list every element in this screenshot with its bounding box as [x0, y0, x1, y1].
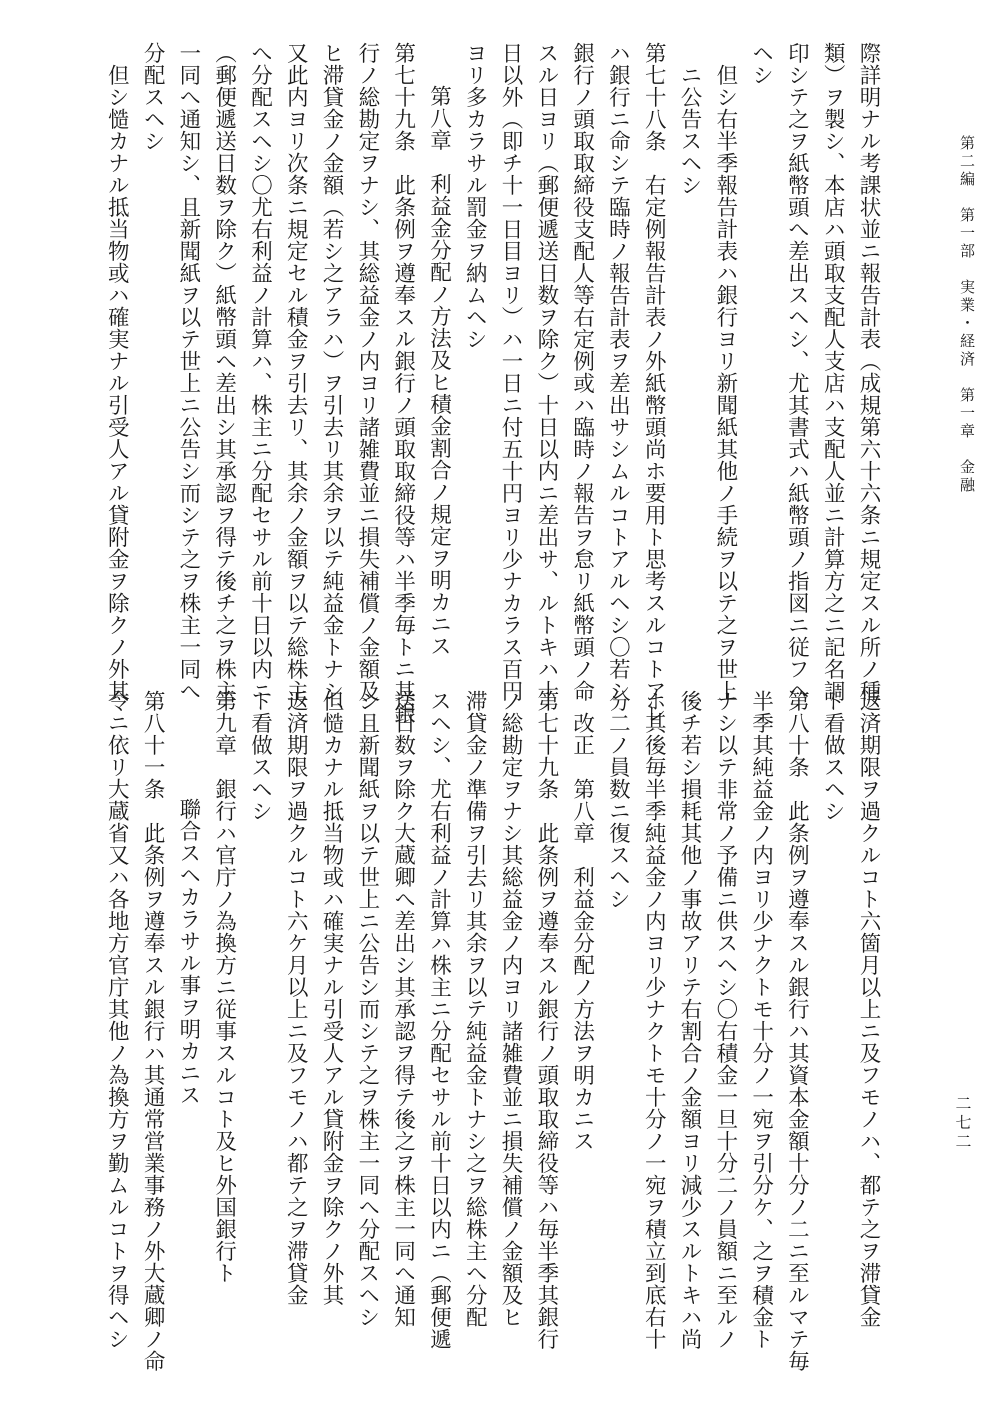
- text-line: 銀行ノ頭取取締役支配人等右定例或ハ臨時ノ報告ヲ怠リ紙幣頭ノ命: [569, 42, 595, 702]
- text-line: 滞貸金ノ準備ヲ引去リ其余ヲ以テ純益金トナシ之ヲ総株主へ分配: [462, 690, 488, 1328]
- text-line: 行ノ総勘定ヲナシ、其総益金ノ内ヨリ諸雑費並ニ損失補償ノ金額及: [354, 42, 380, 702]
- text-line: ヒ滞貸金ノ金額（若シ之アラハ）ヲ引去リ其余ヲ以テ純益金トナシ、: [319, 42, 345, 724]
- running-header: [959, 135, 974, 495]
- upper-text-block: [96, 42, 886, 724]
- text-line: 令ニ依リ大蔵省又ハ各地方官庁其他ノ為換方ヲ勤ムルコトヲ得ヘシ: [104, 690, 130, 1350]
- text-line: ヘシ: [748, 42, 774, 86]
- chapter-heading: 第八章 利益金分配ノ方法及ヒ積金割合ノ規定ヲ明カニス: [426, 85, 452, 657]
- article-line: 第八十一条 此条例ヲ遵奉スル銀行ハ其通常営業事務ノ外大蔵卿ノ命: [140, 690, 166, 1372]
- header-text: 第二編 第一部 実業・経済 第一章 金融: [958, 135, 976, 495]
- text-line: スル日ヨリ（郵便遞送日数ヲ除ク）十日以内ニ差出サ、ルトキハ十: [533, 42, 559, 702]
- text-line: 印シテ之ヲ紙幣頭へ差出スヘシ、尤其書式ハ紙幣頭ノ指図ニ従フヘ: [784, 42, 810, 702]
- text-line: ト看做スヘシ: [247, 690, 273, 822]
- proviso-line: 但シ右半季報告計表ハ銀行ヨリ新聞紙其他ノ手続ヲ以テ之ヲ世上: [712, 63, 738, 702]
- proviso-line: 但慥カナル抵当物或ハ確実ナル引受人アル貸附金ヲ除クノ外其: [319, 690, 345, 1306]
- text-line: ト看做スヘシ: [820, 690, 846, 822]
- text-line: 日以外（即チ十一日目ヨリ）ハ一日ニ付五十円ヨリ少ナカラス百円: [498, 42, 524, 702]
- chapter-heading-continued: 聯合スヘカラサル事ヲ明カニス: [175, 797, 201, 1106]
- text-line: 際詳明ナル考課状並ニ報告計表（成規第六十六条ニ規定スル所ノ種: [856, 42, 881, 702]
- text-line: ナシ以テ非常ノ予備ニ供スヘシ〇右積金一旦十分二ノ員額ニ至ルノ: [712, 690, 738, 1350]
- article-line: 第八十条 此条例ヲ遵奉スル銀行ハ其資本金額十分ノ二ニ至ルマテ毎: [784, 690, 810, 1372]
- text-line: 又此内ヨリ次条ニ規定セル積金ヲ引去リ、其余ノ金額ヲ以テ総株主: [283, 42, 309, 702]
- article-line: 第七十九条 此条例ヲ遵奉スル銀行ノ頭取取締役等ハ半季毎トニ其銀: [390, 42, 416, 724]
- text-line: へ分配スヘシ〇尤右利益ノ計算ハ、株主ニ分配セサル前十日以内ニ: [247, 42, 273, 702]
- text-line: （郵便遞送日数ヲ除ク）紙幣頭へ差出シ其承認ヲ得テ後チ之ヲ株主: [211, 42, 237, 702]
- lower-text-block: [96, 690, 886, 1370]
- text-line: 返済期限ヲ過クルコト六箇月以上ニ及フモノハ、都テ之ヲ滞貸金: [856, 690, 881, 1328]
- article-line: 第七十九条 此条例ヲ遵奉スル銀行ノ頭取取締役等ハ毎半季其銀行: [533, 690, 559, 1350]
- text-line: 分二ノ員数ニ復スヘシ: [605, 690, 631, 910]
- text-line: ノ総勘定ヲナシ其総益金ノ内ヨリ諸雑費並ニ損失補償ノ金額及ヒ: [498, 690, 524, 1328]
- proviso-line: ニ公告スヘシ: [677, 63, 703, 196]
- article-line: 第七十八条 右定例報告計表ノ外紙幣頭尚ホ要用ト思考スルコトアレ: [641, 42, 667, 724]
- text-line: 後チ若シ損耗其他ノ事故アリテ右割合ノ金額ヨリ減少スルトキハ尚: [677, 690, 703, 1350]
- chapter-heading: 第九章 銀行ハ官庁ノ為換方ニ従事スルコト及ヒ外国銀行ト: [211, 690, 237, 1284]
- page-number: 二七二: [953, 1095, 972, 1152]
- text-line: ハ銀行ニ命シテ臨時ノ報告計表ヲ差出サシムルコトアルヘシ〇若シ: [605, 42, 631, 702]
- text-line: 送日数ヲ除ク大蔵卿へ差出シ其承認ヲ得テ後之ヲ株主一同へ通知: [390, 690, 416, 1328]
- text-line: ヨリ多カラサル罰金ヲ納ムヘシ: [462, 42, 488, 350]
- proviso-line: 但シ慥カナル抵当物或ハ確実ナル引受人アル貸附金ヲ除クノ外其: [104, 63, 130, 702]
- revised-chapter-heading: 改正 第八章 利益金分配ノ方法ヲ明カニス: [569, 711, 595, 1152]
- text-line: 一同へ通知シ、且新聞紙ヲ以テ世上ニ公告シ而シテ之ヲ株主一同へ: [175, 42, 201, 702]
- text-line: スヘシ、尤右利益ノ計算ハ株主ニ分配セサル前十日以内ニ（郵便遞: [426, 690, 452, 1350]
- text-line: シ且新聞紙ヲ以テ世上ニ公告シ而シテ之ヲ株主一同へ分配スヘシ: [354, 690, 380, 1328]
- text-line: ホ其後毎半季純益金ノ内ヨリ少ナクトモ十分ノ一宛ヲ積立到底右十: [641, 690, 667, 1350]
- text-line: 返済期限ヲ過クルコト六ケ月以上ニ及フモノハ都テ之ヲ滞貸金: [283, 690, 309, 1306]
- text-line: 類）ヲ製シ、本店ハ頭取支配人支店ハ支配人並ニ計算方之ニ記名調: [820, 42, 846, 702]
- text-line: 半季其純益金ノ内ヨリ少ナクトモ十分ノ一宛ヲ引分ケ、之ヲ積金ト: [748, 690, 774, 1350]
- text-line: 分配スヘシ: [140, 42, 166, 152]
